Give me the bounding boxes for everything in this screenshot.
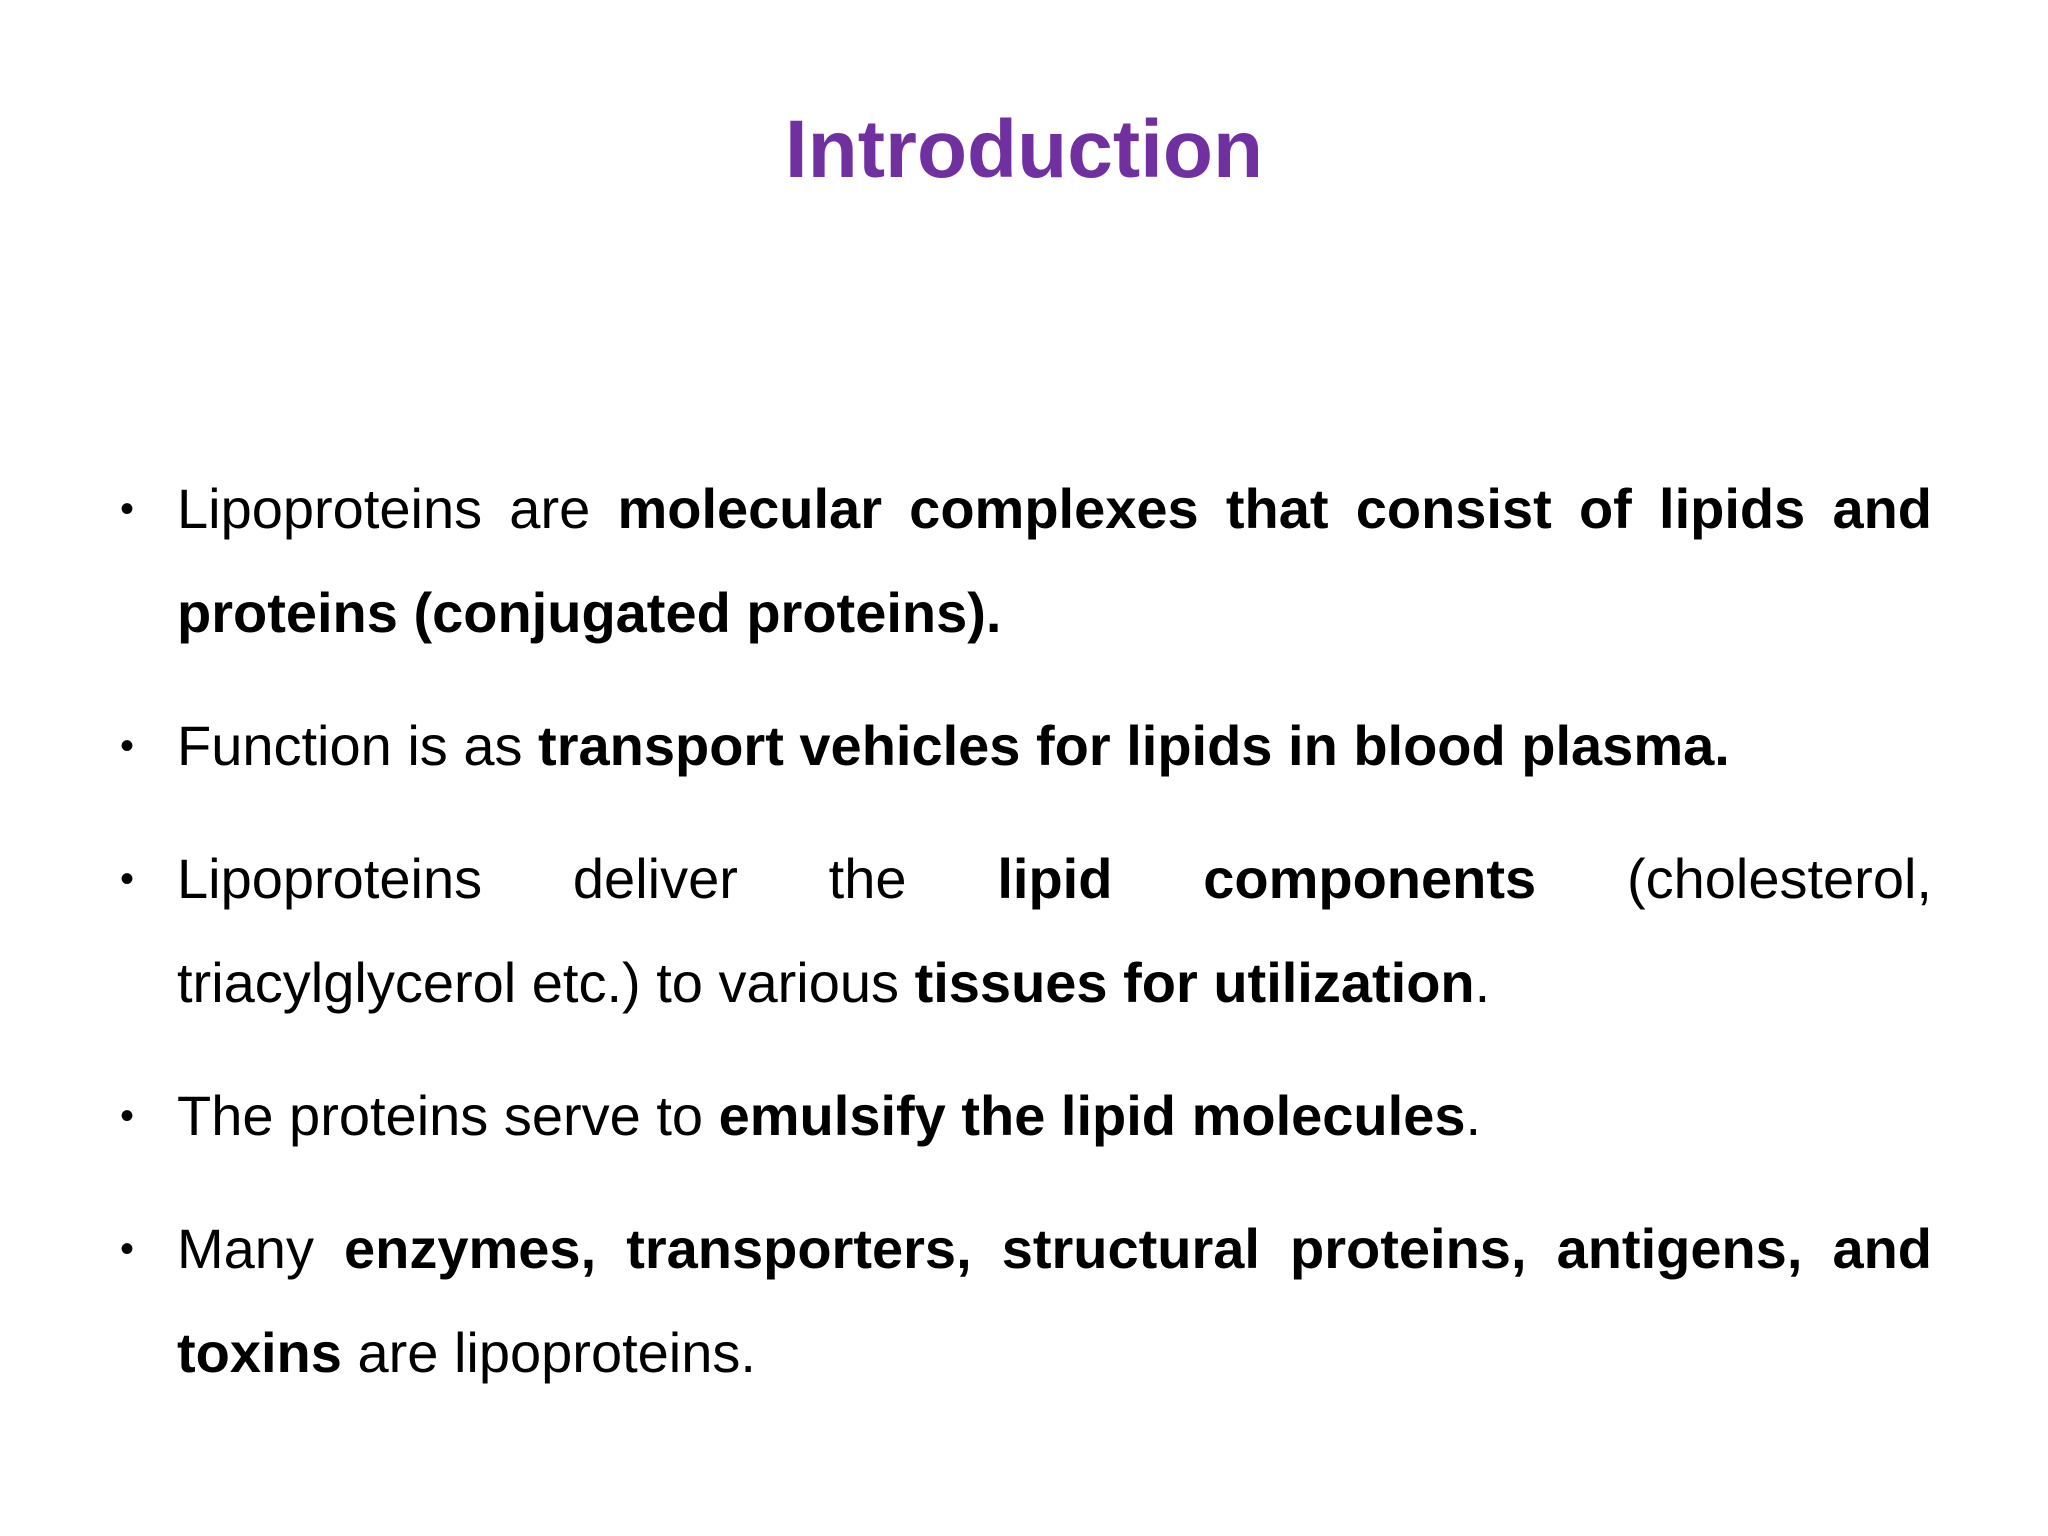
- bullet-text: Many: [177, 1217, 344, 1280]
- bullet-emphasis: enzymes, transporters, structural proteins, antigens, and toxins: [177, 1217, 1932, 1384]
- bullet-item-delivery: [120, 827, 1932, 1035]
- bullet-emphasis: emulsify the lipid molecules: [718, 1084, 1466, 1147]
- bullet-list: [120, 457, 1932, 1405]
- bullet-justified-line: [177, 827, 1932, 931]
- bullet-text: triacylglycerol etc.) to various: [177, 951, 915, 1014]
- bullet-word: the: [828, 847, 907, 910]
- bullet-text: The proteins serve to: [177, 1084, 719, 1147]
- bullet-emphasis: components: [1203, 847, 1537, 910]
- bullet-icon: •: [120, 857, 135, 901]
- bullet-icon: •: [120, 1094, 135, 1138]
- bullet-item-definition: [120, 457, 1932, 665]
- bullet-emphasis: transport vehicles for lipids in blood plasma.: [538, 714, 1730, 777]
- bullet-item-function: [120, 694, 1932, 798]
- bullet-text: are lipoproteins.: [341, 1321, 756, 1384]
- bullet-text: Function is as: [177, 714, 539, 777]
- bullet-text: Lipoproteins are: [177, 477, 618, 540]
- bullet-word: Lipoproteins: [177, 847, 483, 910]
- bullet-text: .: [1465, 1084, 1482, 1147]
- bullet-item-emulsify: [120, 1064, 1932, 1168]
- bullet-item-examples: [120, 1197, 1932, 1405]
- bullet-emphasis: lipid: [997, 847, 1113, 910]
- bullet-emphasis: tissues for utilization: [914, 951, 1475, 1014]
- bullet-continuation-line: [177, 931, 1932, 1035]
- bullet-icon: •: [120, 1227, 135, 1271]
- bullet-emphasis: molecular complexes that consist of lipids and proteins (conjugated proteins).: [177, 477, 1932, 644]
- bullet-word: (cholesterol,: [1626, 847, 1932, 910]
- bullet-word: deliver: [572, 847, 738, 910]
- slide-title: Introduction: [784, 104, 1264, 195]
- bullet-icon: •: [120, 487, 135, 531]
- bullet-icon: •: [120, 724, 135, 768]
- bullet-text: .: [1474, 951, 1491, 1014]
